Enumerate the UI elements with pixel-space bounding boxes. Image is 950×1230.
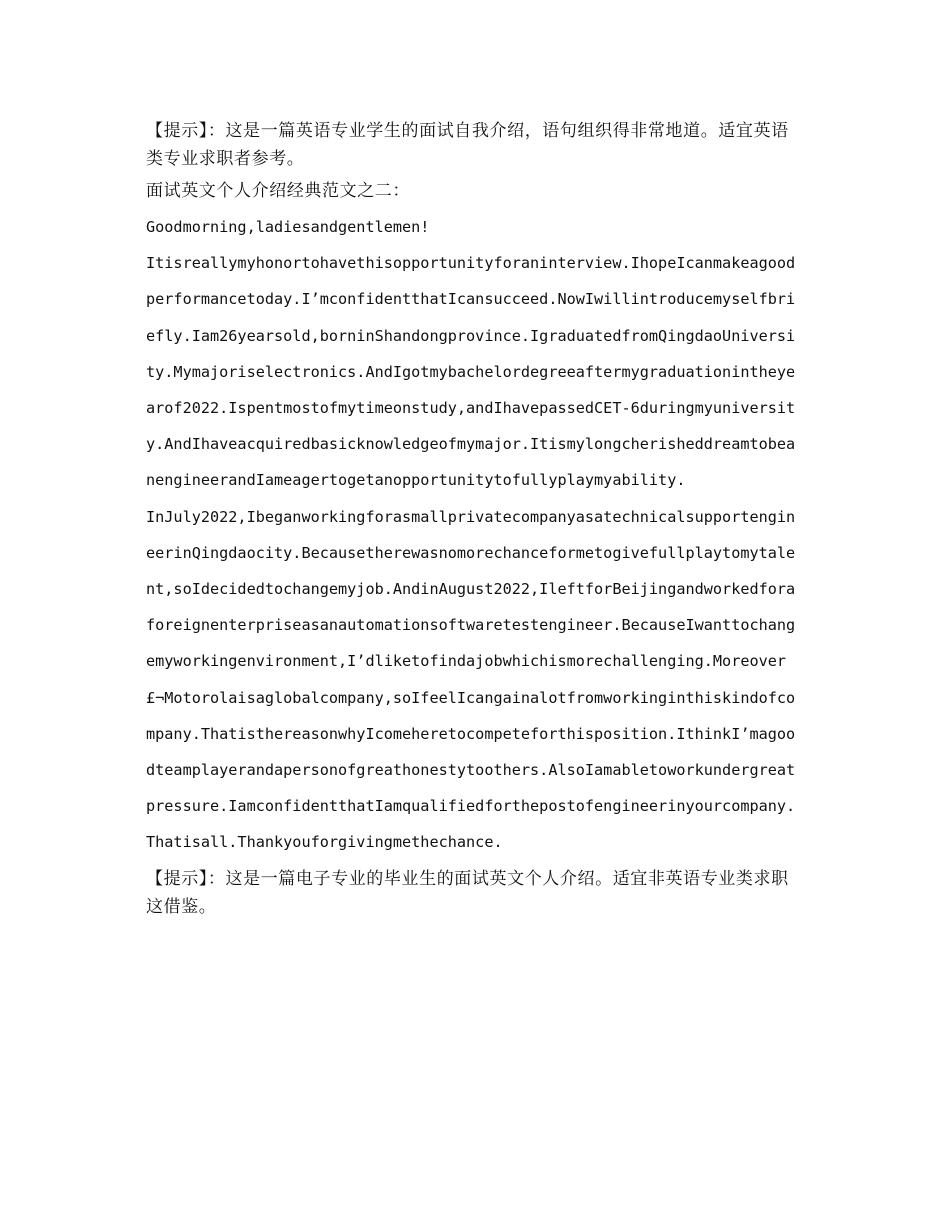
greeting-line: Goodmorning,ladiesandgentlemen! bbox=[146, 218, 430, 236]
closing-line: Thatisall.Thankyouforgivingmethechance. bbox=[146, 833, 503, 852]
body-paragraph-1: Itisreallymyhonortohavethisopportunityforaninterview.IhopeIcanmakeagoodperformancetoday.I’mconfidentthatIcansucceed.NowIwillintroducemyselfbriefly.Iam26yearsold,borninShandongprovince.IgraduatedfromQingdaoUniversity.Mymajoriselectronics.AndIgotmybachelordegreeaftermygraduationintheyearof2022.Ispentmostofmytimeonstudy,andIhavepassedCET-6duringmyuniversity.AndIhaveacquiredbasicknowledgeofmymajor.ItismylongcherisheddreamtobeanengineerandIameagertogetanopportunitytofullyplaymyability. bbox=[146, 254, 796, 490]
document-page bbox=[146, 117, 801, 921]
tip-paragraph-2: 【提示】：这是一篇电子专业的毕业生的面试英文个人介绍。适宜非英语专业类求职这借鉴。 bbox=[146, 868, 789, 917]
section-title: 面试英文个人介绍经典范文之二： bbox=[146, 181, 410, 201]
tip-paragraph-1: 【提示】：这是一篇英语专业学生的面试自我介绍，语句组织得非常地道。适宜英语类专业求职者参考。 bbox=[146, 121, 789, 169]
body-paragraph-2: InJuly2022,IbeganworkingforasmallprivatecompanyasatechnicalsupportengineerinQingdaocity.Becausetherewasnomorechanceformetogivefullplaytomytalent,soIdecidedtochangemyjob.AndinAugust2022,IleftforBeijingandworkedforaforeignenterpriseasanautomationsoftwaretestengineer.BecauseIwanttochangemyworkingenvironment,I’dliketofindajobwhichismorechallenging.Moreover£¬Motorolaisaglobalcompany,soIfeelIcangainalotfromworkinginthiskindofcompany.ThatisthereasonwhyIcomeheretocompeteforthisposition.IthinkI’magoodteamplayerandapersonofgreathonestytoothers.AlsoIamabletoworkundergreatpressure.IamconfidentthatIamqualifiedforthepostofengineerinyourcompany. bbox=[146, 507, 796, 816]
